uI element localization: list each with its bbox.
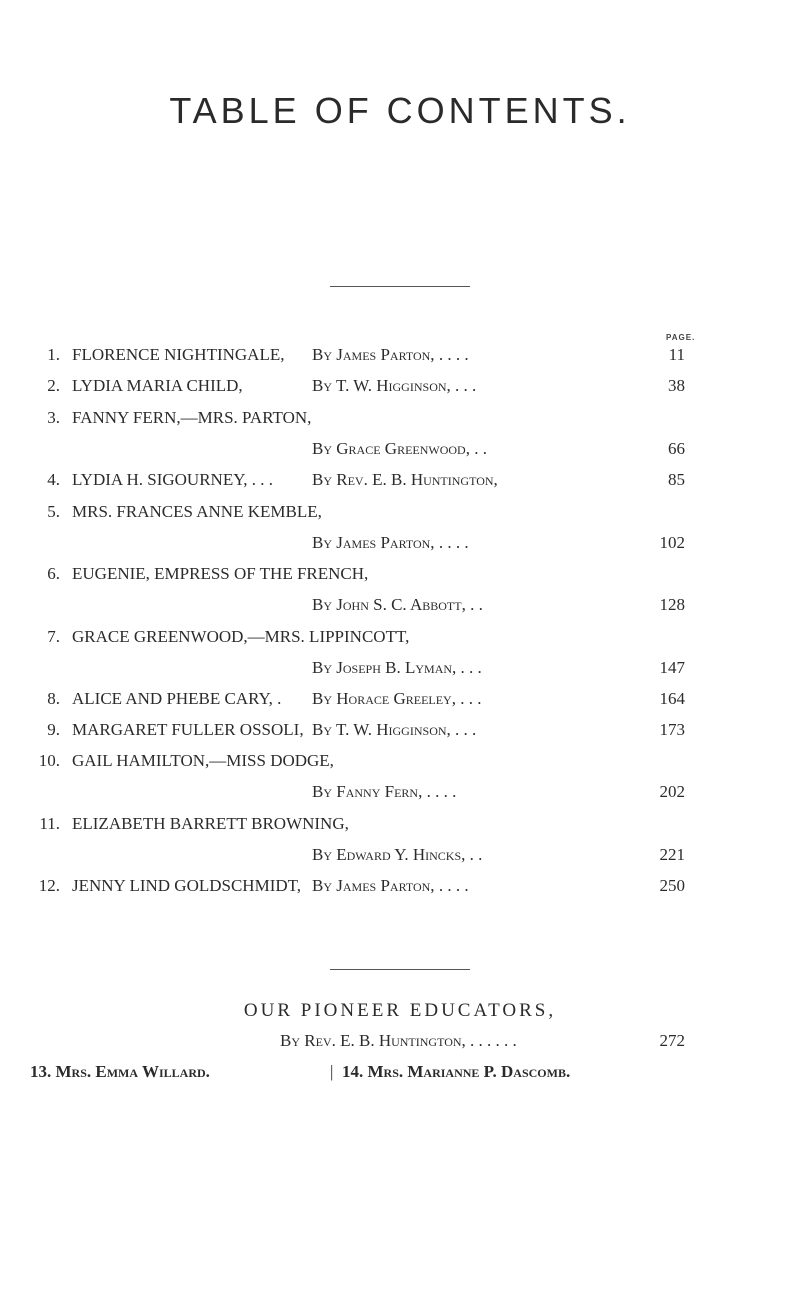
- toc-entry-continued: [0, 595, 800, 619]
- entry-author: By James Parton, . . . .: [312, 876, 469, 895]
- entry-number: 10.: [38, 751, 60, 770]
- entry-number: 11.: [39, 814, 60, 833]
- entry-page: 85: [668, 470, 685, 489]
- entry-author: By Horace Greeley, . . .: [312, 689, 482, 708]
- entry-author: By James Parton, . . . .: [312, 345, 469, 364]
- entry-number: 3.: [47, 408, 60, 427]
- entry-page: 221: [659, 845, 685, 864]
- item-separator: |: [330, 1062, 334, 1081]
- entry-author: By T. W. Higginson, . . .: [312, 376, 477, 395]
- entry-page: 250: [659, 876, 685, 895]
- item-14: 14. Mrs. Marianne P. Dascomb.: [342, 1062, 571, 1081]
- toc-entry[interactable]: [0, 502, 800, 526]
- entry-page: 202: [659, 782, 685, 801]
- entry-subject: FANNY FERN,—MRS. PARTON,: [72, 408, 312, 427]
- toc-entry[interactable]: [0, 689, 800, 713]
- entry-page: 173: [659, 720, 685, 739]
- toc-entry-continued: [0, 782, 800, 806]
- toc-entry[interactable]: [0, 876, 800, 900]
- section-author: By Rev. E. B. Huntington, . . . . . .: [280, 1031, 517, 1050]
- toc-entry[interactable]: [0, 564, 800, 588]
- toc-entry[interactable]: [0, 345, 800, 369]
- entry-author: By Edward Y. Hincks, . .: [312, 845, 483, 864]
- entry-number: 8.: [47, 689, 60, 708]
- toc-entry-continued: [0, 439, 800, 463]
- entry-subject: GAIL HAMILTON,—MISS DODGE,: [72, 751, 334, 770]
- toc-entry-continued: [0, 533, 800, 557]
- entry-subject: LYDIA H. SIGOURNEY, . . .: [72, 470, 274, 489]
- page-title: TABLE OF CONTENTS.: [169, 90, 631, 131]
- toc-entry[interactable]: [0, 627, 800, 651]
- toc-entry-continued: [0, 845, 800, 869]
- toc-entry[interactable]: [0, 751, 800, 775]
- entry-number: 6.: [47, 564, 60, 583]
- entry-page: 102: [659, 533, 685, 552]
- entry-number: 9.: [47, 720, 60, 739]
- entry-author: By Grace Greenwood, . .: [312, 439, 487, 458]
- entry-subject: GRACE GREENWOOD,—MRS. LIPPINCOTT,: [72, 627, 410, 646]
- entry-page: 38: [668, 376, 685, 395]
- page-column-header: PAGE.: [666, 333, 696, 342]
- entry-page: 66: [668, 439, 685, 458]
- divider-top: [330, 286, 470, 287]
- entry-subject: JENNY LIND GOLDSCHMIDT,: [72, 876, 302, 895]
- entry-subject: EUGENIE, EMPRESS OF THE FRENCH,: [72, 564, 369, 583]
- entry-subject: ELIZABETH BARRETT BROWNING,: [72, 814, 349, 833]
- entry-number: 5.: [47, 502, 60, 521]
- entry-page: 147: [659, 658, 685, 677]
- entry-subject: FLORENCE NIGHTINGALE,: [72, 345, 285, 364]
- toc-entry[interactable]: [0, 470, 800, 494]
- entry-number: 1.: [47, 345, 60, 364]
- entry-author: By Rev. E. B. Huntington,: [312, 470, 498, 489]
- entry-number: 4.: [47, 470, 60, 489]
- toc-entry[interactable]: [0, 376, 800, 400]
- entry-page: 128: [659, 595, 685, 614]
- section-title: OUR PIONEER EDUCATORS,: [243, 1000, 557, 1021]
- divider-bottom: [330, 969, 470, 970]
- entry-number: 2.: [47, 376, 60, 395]
- entry-author: By Fanny Fern, . . . .: [312, 782, 457, 801]
- entry-page: 11: [668, 345, 685, 364]
- item-13: 13. Mrs. Emma Willard.: [30, 1062, 210, 1081]
- entry-author: By Joseph B. Lyman, . . .: [312, 658, 482, 677]
- entry-author: By John S. C. Abbott, . .: [312, 595, 483, 614]
- toc-entry[interactable]: [0, 408, 800, 432]
- toc-entry[interactable]: [0, 720, 800, 744]
- entry-subject: ALICE AND PHEBE CARY, .: [72, 689, 282, 708]
- entry-author: By T. W. Higginson, . . .: [312, 720, 477, 739]
- entry-subject: MARGARET FULLER OSSOLI,: [72, 720, 304, 739]
- toc-entry-continued: [0, 658, 800, 682]
- entry-subject: LYDIA MARIA CHILD,: [72, 376, 243, 395]
- section-page: 272: [659, 1031, 685, 1050]
- entry-subject: MRS. FRANCES ANNE KEMBLE,: [72, 502, 322, 521]
- entry-number: 12.: [38, 876, 60, 895]
- toc-entry[interactable]: [0, 814, 800, 838]
- entry-author: By James Parton, . . . .: [312, 533, 469, 552]
- entry-number: 7.: [47, 627, 60, 646]
- entry-page: 164: [659, 689, 685, 708]
